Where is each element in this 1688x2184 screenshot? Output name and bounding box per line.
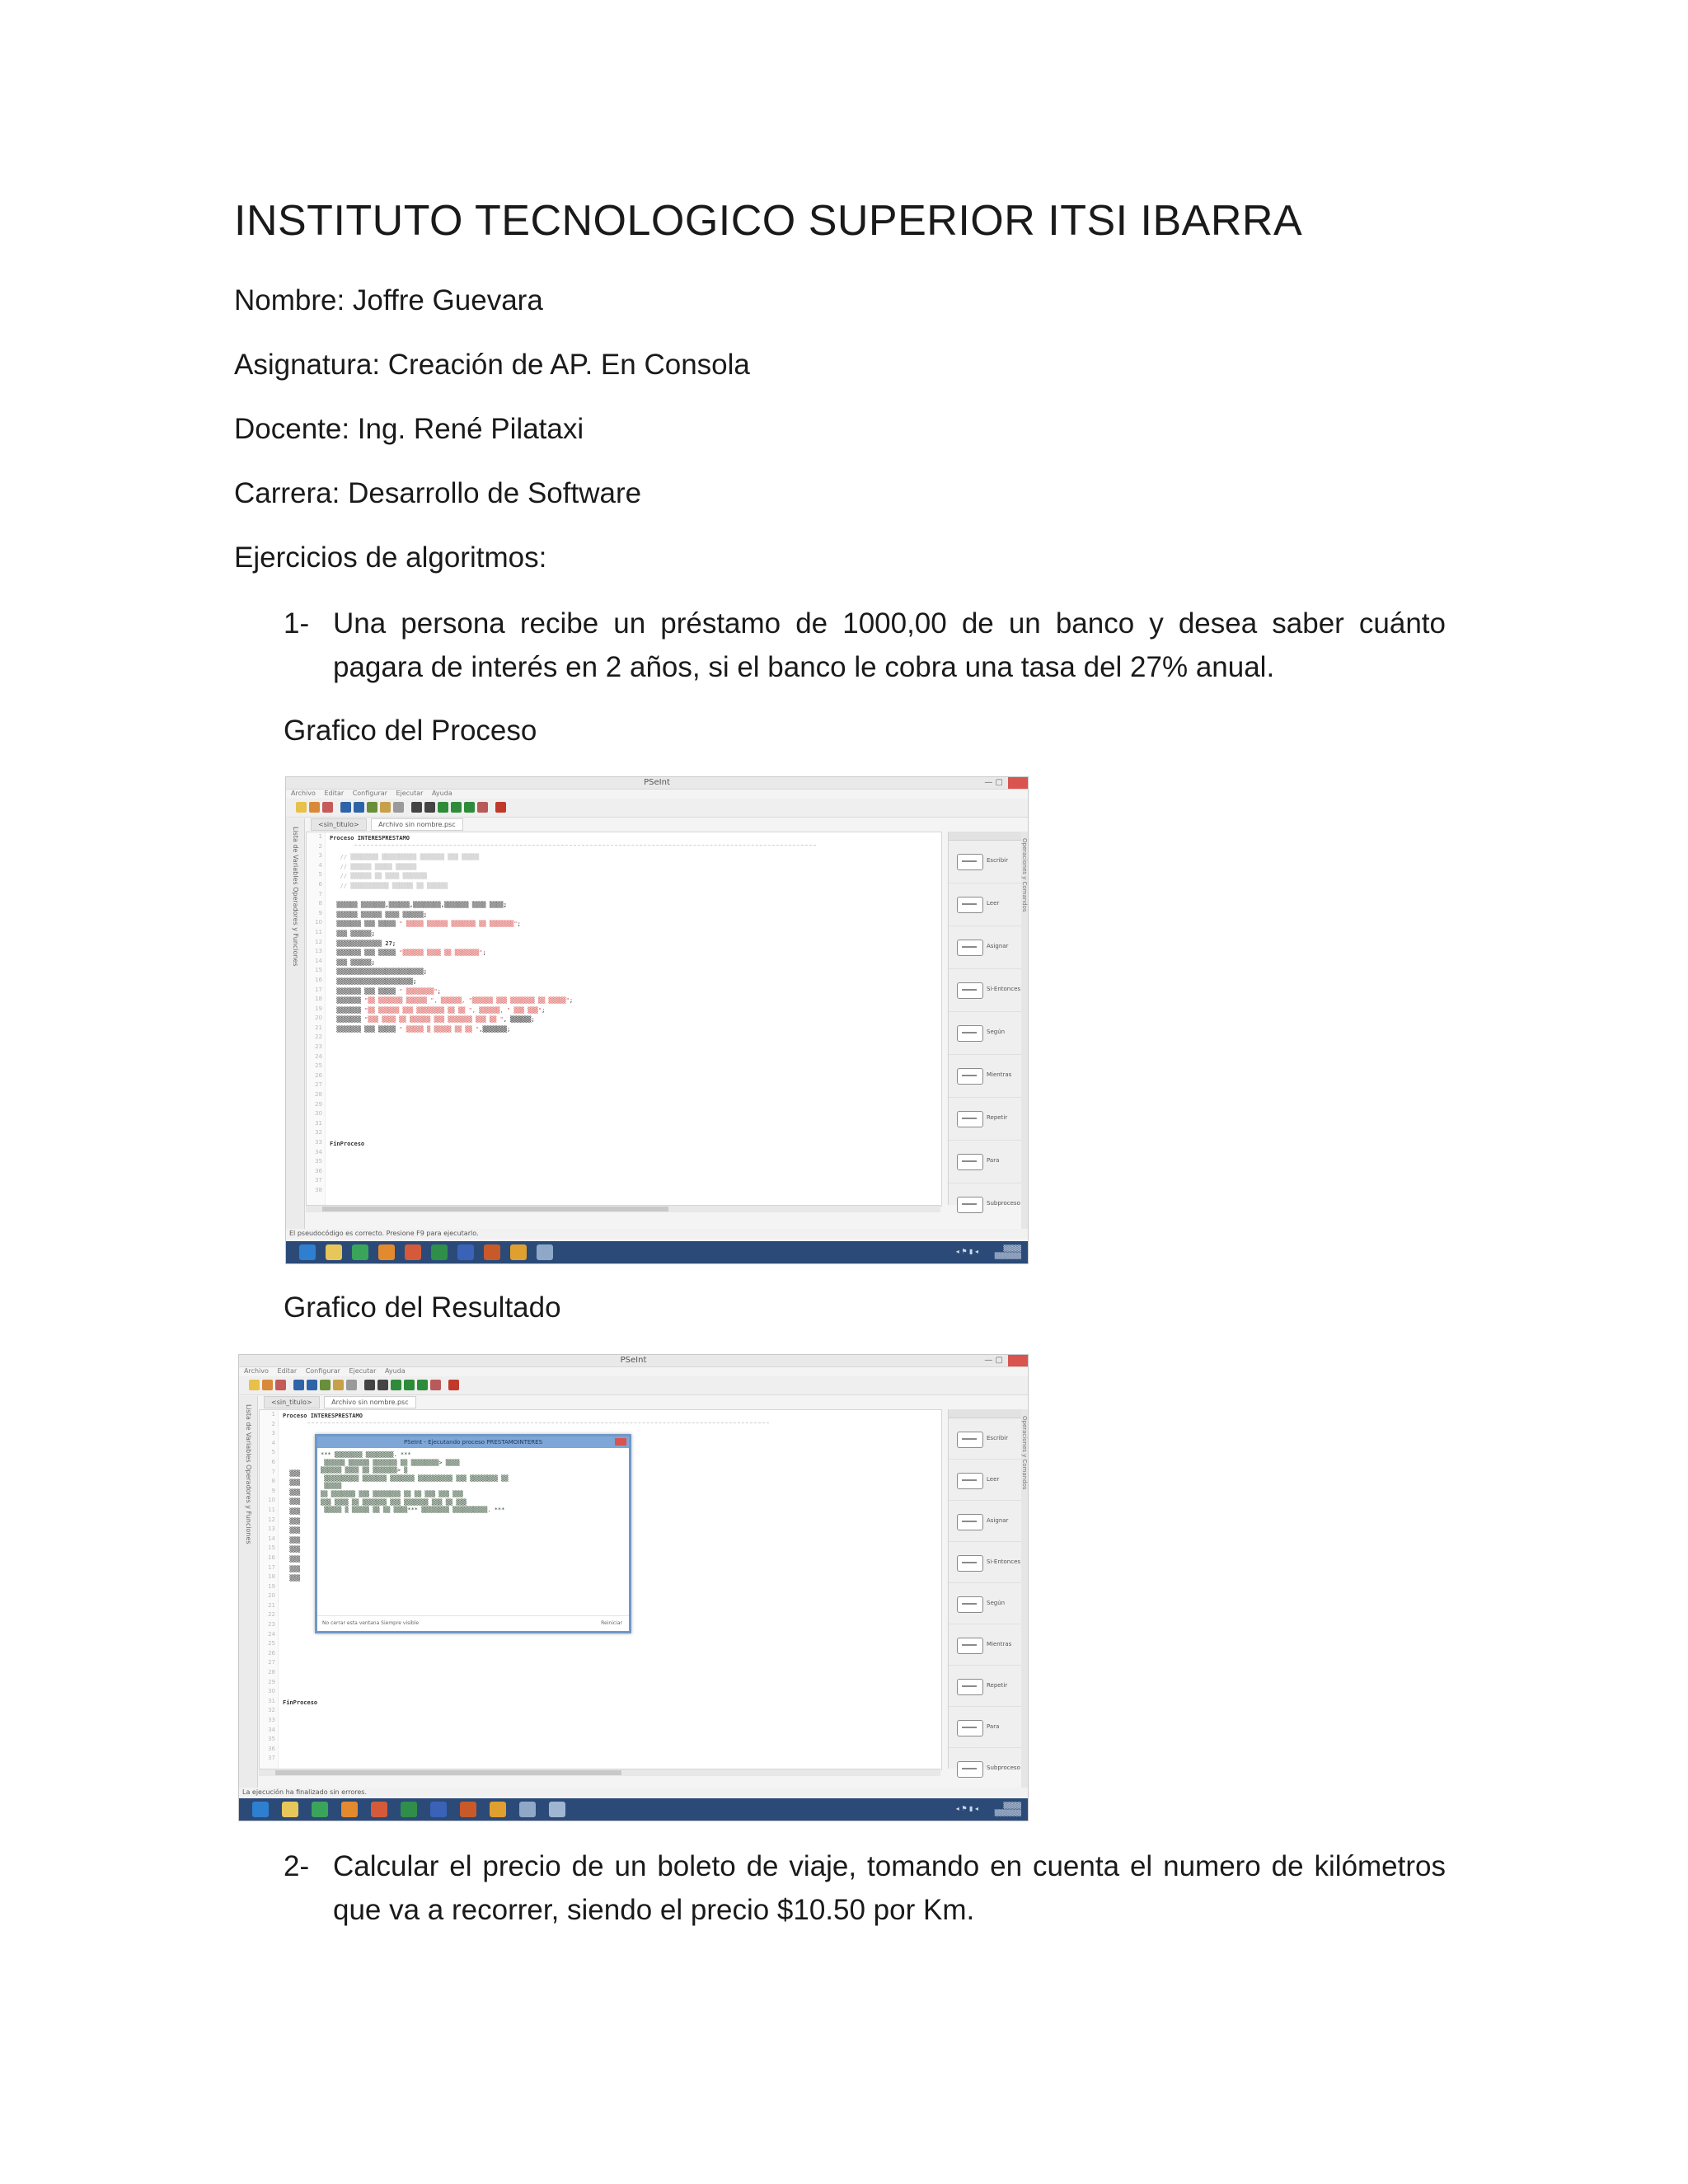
right-strip: Operaciones y Comandos (1021, 1409, 1028, 1788)
teacher: Docente: Ing. René Pilataxi (234, 413, 584, 445)
command-icon (957, 854, 983, 870)
dialog-titlebar (317, 1436, 629, 1448)
tab-bar (264, 1396, 419, 1408)
exercises-heading: Ejercicios de algoritmos: (234, 541, 547, 574)
powerpoint-icon[interactable] (405, 1244, 421, 1260)
console-line: ▒▒▒ ▒▒▒▒ ▒▒ ▒▒▒▒▒▒▒ ▒▒▒ ▒▒▒▒▒▒▒ ▒▒▒ ▒▒ ▒▒▒ (321, 1498, 467, 1506)
menu-editar[interactable]: Editar (324, 790, 345, 797)
caption-result: Grafico del Resultado (284, 1291, 561, 1324)
code-line (330, 892, 938, 902)
command-icon (957, 1111, 983, 1127)
command-segun[interactable]: Según (949, 1583, 1021, 1624)
tab-untitled[interactable]: <sin_titulo> (264, 1396, 320, 1408)
execution-dialog (315, 1434, 631, 1633)
search-icon[interactable] (411, 802, 422, 813)
menu-bar (239, 1366, 1028, 1376)
code-line (283, 1641, 938, 1651)
close-icon[interactable] (615, 1438, 626, 1446)
indent-icon[interactable] (424, 802, 435, 813)
ie-icon[interactable] (252, 1802, 269, 1817)
code-line: ▒▒▒ (283, 1479, 301, 1487)
run-icon[interactable] (404, 1380, 415, 1390)
code-line: ▒▒▒▒▒▒▒ ▒▒▒ ▒▒▒▒▒ " ▒▒▒▒▒ ▒▒▒▒▒▒ ▒▒▒▒▒▒▒ ▒▒ ▒▒▒▒▒▒▒"; (330, 921, 521, 928)
code-line (330, 1073, 938, 1083)
command-repetir[interactable]: Repetir (949, 1098, 1021, 1141)
menu-ejecutar[interactable]: Ejecutar (349, 1367, 377, 1375)
code-line (330, 844, 938, 854)
close-icon[interactable] (1008, 777, 1028, 789)
command-repetir[interactable]: Repetir (949, 1666, 1021, 1707)
console-window-icon[interactable] (549, 1802, 565, 1817)
save-icon[interactable] (322, 802, 333, 813)
tab-bar (311, 818, 466, 830)
code-line: ▒▒▒ (283, 1527, 301, 1535)
code-line: ▒▒▒ (283, 1555, 301, 1563)
console-output (321, 1451, 626, 1615)
dialog-footer (317, 1615, 629, 1631)
menu-archivo[interactable]: Archivo (244, 1367, 269, 1375)
excel-icon[interactable] (401, 1802, 417, 1817)
dialog-title: PSeInt - Ejecutando proceso PRESTAMOINTERES (403, 1439, 543, 1446)
scroll-thumb[interactable] (322, 1207, 668, 1212)
command-para[interactable]: Para (949, 1141, 1021, 1183)
command-icon (957, 982, 983, 999)
step-icon[interactable] (417, 1380, 428, 1390)
code-line: Proceso INTERESPRESTAMO (330, 835, 410, 841)
code-line: ▒▒▒▒▒▒▒▒▒▒▒▒▒▒▒▒▒▒▒▒▒▒; (330, 977, 417, 985)
open-file-icon[interactable] (262, 1380, 273, 1390)
code-line (283, 1689, 938, 1699)
code-line (330, 1063, 938, 1073)
menu-configurar[interactable]: Configurar (352, 790, 387, 797)
command-icon (957, 1025, 983, 1042)
system-tray[interactable]: ◂ ⚑ ▮ ◂ (955, 1248, 978, 1255)
copy-icon[interactable] (380, 802, 391, 813)
screenshot-result (238, 1354, 1029, 1821)
toolbar (239, 1376, 1028, 1395)
save-icon[interactable] (275, 1380, 286, 1390)
media-icon[interactable] (484, 1244, 500, 1260)
system-tray[interactable]: ◂ ⚑ ▮ ◂ (955, 1805, 978, 1812)
clock: ▒▒▒▒ ▒▒▒▒▒▒ (994, 1802, 1021, 1816)
tab-untitled[interactable]: <sin_titulo> (311, 818, 367, 831)
code-line: FinProceso (330, 1141, 365, 1147)
left-panel (286, 818, 305, 1230)
redo-icon[interactable] (354, 802, 364, 813)
flowchart-icon[interactable] (430, 1380, 441, 1390)
console-line: ▒▒ ▒▒▒▒▒▒▒ ▒▒▒ ▒▒▒▒▒▒▒▒ ▒▒ ▒▒ ▒▒▒ ▒▒▒ ▒▒▒ (321, 1490, 463, 1497)
code-line: ▒▒▒ (283, 1469, 301, 1477)
ie-icon[interactable] (299, 1244, 316, 1260)
close-icon[interactable] (1008, 1355, 1028, 1366)
check-icon[interactable] (391, 1380, 401, 1390)
horizontal-scrollbar[interactable] (259, 1769, 940, 1776)
code-line: // ▒▒▒▒▒▒ ▒▒ ▒▒▒▒ ▒▒▒▒▒▒▒ (330, 873, 428, 880)
command-icon (957, 1596, 983, 1613)
code-line (283, 1651, 938, 1661)
menu-ayuda[interactable]: Ayuda (385, 1367, 406, 1375)
left-panel-label: Lista de Variables Operadores y Funciones (292, 827, 299, 967)
code-line (330, 1034, 938, 1044)
media-icon[interactable] (460, 1802, 476, 1817)
step-icon[interactable] (464, 802, 475, 813)
code-line: ▒▒▒ (283, 1565, 301, 1572)
vlc-icon[interactable] (490, 1802, 506, 1817)
code-line (330, 1111, 938, 1121)
command-escribir[interactable]: Escribir (949, 841, 1021, 883)
firefox-icon[interactable] (341, 1802, 358, 1817)
copy-icon[interactable] (333, 1380, 344, 1390)
open-file-icon[interactable] (309, 802, 320, 813)
help-icon[interactable] (495, 802, 506, 813)
undo-icon[interactable] (293, 1380, 304, 1390)
exercise-number: 1- (284, 607, 310, 640)
console-line: *** ▒▒▒▒▒▒▒▒ ▒▒▒▒▒▒▒▒. *** (321, 1451, 411, 1458)
screenshot-process (285, 776, 1029, 1264)
code-line: // ▒▒▒▒▒▒▒▒▒▒▒ ▒▒▒▒▒▒ ▒▒ ▒▒▒▒▒▒ (330, 882, 448, 889)
restart-button[interactable]: Reiniciar (601, 1620, 622, 1626)
code-line: ▒▒▒▒▒▒▒ ▒▒▒ ▒▒▒▒▒ "▒▒▒▒▒▒ ▒▒▒▒ ▒▒ ▒▒▒▒▒▒▒"; (330, 949, 486, 957)
code-line: ▒▒▒▒▒▒▒▒▒▒▒▒▒▒▒▒▒▒▒▒▒▒▒▒▒; (330, 968, 428, 976)
vlc-icon[interactable] (510, 1244, 527, 1260)
command-icon (957, 1720, 983, 1736)
scroll-thumb[interactable] (275, 1770, 621, 1775)
new-file-icon[interactable] (249, 1380, 260, 1390)
command-leer[interactable]: Leer (949, 1460, 1021, 1501)
horizontal-scrollbar[interactable] (306, 1205, 940, 1212)
command-icon (957, 1555, 983, 1572)
word-icon[interactable] (457, 1244, 474, 1260)
pseint-icon[interactable] (537, 1244, 553, 1260)
indent-icon[interactable] (377, 1380, 388, 1390)
powerpoint-icon[interactable] (371, 1802, 387, 1817)
command-si[interactable]: Si-Entonces (949, 1542, 1021, 1583)
dialog-options[interactable]: No cerrar esta ventana Siempre visible (322, 1620, 420, 1626)
code-line: ▒▒▒ ▒▒▒▒▒▒; (330, 930, 375, 937)
code-line: ▒▒▒ (283, 1507, 301, 1515)
exercise-number: 2- (284, 1850, 310, 1882)
code-line: ▒▒▒ (283, 1575, 301, 1582)
menu-editar[interactable]: Editar (277, 1367, 298, 1375)
console-line: ▒▒▒▒▒▒▒▒▒▒ ▒▒▒▒▒▒▒ ▒▒▒▒▒▒▒ ▒▒▒▒▒▒▒▒▒▒ ▒▒▒ ▒▒▒▒▒▒▒▒ ▒▒ (321, 1474, 509, 1482)
right-strip: Operaciones y Comandos (1021, 832, 1028, 1230)
code-line: ▒▒▒ (283, 1488, 301, 1496)
code-line: ▒▒▒▒▒▒ ▒▒▒▒▒▒▒,▒▒▒▒▒▒,▒▒▒▒▒▒▒▒,▒▒▒▒▒▒▒ ▒▒▒▒ ▒▒▒▒; (330, 902, 507, 909)
command-subproceso[interactable]: Subproceso (949, 1748, 1021, 1779)
console-line: ▒▒▒▒▒▒ ▒▒▒▒▒▒ ▒▒▒▒▒▒▒ ▒▒ ▒▒▒▒▒▒▒▒> ▒▒▒▒ (321, 1459, 460, 1466)
new-file-icon[interactable] (296, 802, 307, 813)
command-segun[interactable]: Según (949, 1012, 1021, 1055)
exercise-2 (284, 1844, 1446, 1932)
code-line: // ▒▒▒▒▒▒▒▒ ▒▒▒▒▒▒▒▒▒▒ ▒▒▒▒▒▒▒ ▒▒▒ ▒▒▒▒▒ (330, 854, 480, 861)
command-icon (957, 1679, 983, 1695)
code-line: ▒▒▒ (283, 1546, 301, 1554)
code-editor[interactable] (306, 832, 942, 1207)
word-icon[interactable] (430, 1802, 447, 1817)
code-line: ▒▒▒ (283, 1517, 301, 1525)
code-line: Proceso INTERESPRESTAMO (283, 1413, 363, 1419)
command-icon (957, 1432, 983, 1448)
command-escribir[interactable]: Escribir (949, 1418, 1021, 1460)
code-line: ▒▒▒▒▒▒ ▒▒▒▒▒▒ ▒▒▒▒ ▒▒▒▒▒▒; (330, 911, 428, 918)
code-line: ▒▒▒▒▒▒▒ "▒▒ ▒▒▒▒▒▒ ▒▒▒ ▒▒▒▒▒▒▒▒ ▒▒ ▒▒ ", ▒▒▒▒▒▒, " ▒▒▒ ▒▒▒"; (330, 1006, 546, 1014)
window-controls[interactable]: — ▢ (984, 1356, 1003, 1365)
paste-icon[interactable] (346, 1380, 357, 1390)
taskbar (286, 1241, 1028, 1263)
code-line: // ▒▒▒▒▒▒ ▒▒▒▒▒ ▒▒▒▒▒▒ (330, 863, 417, 870)
check-icon[interactable] (438, 802, 448, 813)
console-line: ▒▒▒▒▒ (321, 1483, 342, 1490)
panel-header (949, 832, 1021, 841)
firefox-icon[interactable] (378, 1244, 395, 1260)
code-line (283, 1422, 938, 1432)
folder-icon[interactable] (326, 1244, 342, 1260)
command-icon (957, 1197, 983, 1213)
command-icon (957, 1638, 983, 1654)
code-line (330, 1092, 938, 1102)
taskbar (239, 1798, 1028, 1821)
command-icon (957, 1761, 983, 1778)
document-title: INSTITUTO TECNOLOGICO SUPERIOR ITSI IBARRA (234, 197, 1303, 245)
paste-icon[interactable] (393, 802, 404, 813)
menu-archivo[interactable]: Archivo (291, 790, 316, 797)
console-line: ▒▒▒▒▒▒ ▒▒▒▒ ▒▒ ▒▒▒▒▒▒▒> ▒ (321, 1467, 408, 1474)
menu-configurar[interactable]: Configurar (305, 1367, 340, 1375)
code-line (283, 1680, 938, 1690)
career: Carrera: Desarrollo de Software (234, 477, 642, 509)
chrome-icon[interactable] (352, 1244, 368, 1260)
menu-ayuda[interactable]: Ayuda (432, 790, 452, 797)
code-line: ▒▒▒ (283, 1498, 301, 1506)
status-bar: La ejecución ha finalizado sin errores. (239, 1788, 1028, 1797)
tab-file[interactable]: Archivo sin nombre.psc (324, 1396, 416, 1408)
tab-file[interactable]: Archivo sin nombre.psc (371, 818, 463, 831)
window-title: PSeInt (644, 778, 670, 787)
command-icon (957, 1068, 983, 1085)
command-mientras[interactable]: Mientras (949, 1624, 1021, 1666)
status-bar: El pseudocódigo es correcto. Presione F9 para ejecutarlo. (286, 1229, 1028, 1239)
window-controls[interactable]: — ▢ (984, 778, 1003, 787)
console-line: ▒▒▒▒▒ ▒ ▒▒▒▒▒ ▒▒ ▒▒ ▒▒▒▒*** ▒▒▒▒▒▒▒▒ ▒▒▒▒▒▒▒▒▒▒. *** (321, 1507, 505, 1514)
code-line: ▒▒▒▒▒▒▒ ▒▒▒ ▒▒▒▒▒ " ▒▒▒▒▒ ▒ ▒▒▒▒▒ ▒▒ ▒▒ ",▒▒▒▒▒▒▒; (330, 1025, 511, 1033)
command-icon (957, 940, 983, 956)
code-line: ▒▒▒ ▒▒▒▒▒▒; (330, 958, 375, 966)
command-asignar[interactable]: Asignar (949, 1501, 1021, 1542)
exercise-text: Calcular el precio de un boleto de viaje, tomando en cuenta el numero de kilómetros que va a recorrer, siendo el precio $10.50 por Km. (333, 1850, 1446, 1926)
code-line (283, 1670, 938, 1680)
command-icon (957, 1514, 983, 1530)
window-titlebar (286, 777, 1028, 790)
chrome-icon[interactable] (312, 1802, 328, 1817)
line-gutter: 1 2 3 4 5 6 7 8 9 10 11 12 13 14 15 16 17 18 19 20 21 22 23 24 25 26 27 28 29 30 31 32 33 34 35 36 37 38 (307, 832, 326, 1206)
command-asignar[interactable]: Asignar (949, 926, 1021, 969)
code-line: ▒▒▒▒▒▒▒▒▒▒▒▒▒ 27; (330, 940, 396, 947)
code-line: ▒▒▒▒▒▒▒ "▒▒▒ ▒▒▒▒ ▒▒ ▒▒▒▒▒▒ ▒▒▒ ▒▒▒▒▒▒▒ ▒▒▒ ▒▒ ", ▒▒▒▒▒▒; (330, 1016, 535, 1024)
code-line (330, 1130, 938, 1140)
window-title: PSeInt (620, 1356, 647, 1365)
menu-ejecutar[interactable]: Ejecutar (396, 790, 424, 797)
left-panel-label: Lista de Variables Operadores y Funciones (245, 1404, 252, 1544)
student-name: Nombre: Joffre Guevara (234, 284, 543, 316)
code-line (283, 1660, 938, 1670)
folder-icon[interactable] (282, 1802, 298, 1817)
command-icon (957, 897, 983, 913)
code-content (330, 834, 938, 1150)
cut-icon[interactable] (367, 802, 377, 813)
command-subproceso[interactable]: Subproceso (949, 1183, 1021, 1226)
toolbar (286, 799, 1028, 818)
excel-icon[interactable] (431, 1244, 448, 1260)
code-line (330, 1102, 938, 1112)
code-line (330, 1054, 938, 1064)
caption-process: Grafico del Proceso (284, 715, 537, 747)
window-titlebar (239, 1355, 1028, 1367)
command-si[interactable]: Si-Entonces (949, 969, 1021, 1012)
command-icon (957, 1473, 983, 1489)
commands-panel (948, 832, 1021, 1205)
code-line: ▒▒▒▒▒▒▒ "▒▒ ▒▒▒▒▒▒▒ ▒▒▒▒▒▒ ", ▒▒▒▒▒▒, "▒▒▒▒▒▒ ▒▒▒ ▒▒▒▒▒▒▒ ▒▒ ▒▒▒▒▒"; (330, 997, 574, 1005)
clock: ▒▒▒▒ ▒▒▒▒▒▒ (994, 1245, 1021, 1259)
help-icon[interactable] (448, 1380, 459, 1390)
command-icon (957, 1154, 983, 1170)
subject: Asignatura: Creación de AP. En Consola (234, 349, 750, 381)
pseint-icon[interactable] (519, 1802, 536, 1817)
line-gutter: 1 2 3 4 5 6 7 8 9 10 11 12 13 14 15 16 17 18 19 20 21 22 23 24 25 26 27 28 29 30 31 32 33 34 35 36 37 (260, 1410, 279, 1769)
run-icon[interactable] (451, 802, 462, 813)
menu-bar (286, 789, 1028, 799)
code-line: ▒▒▒▒▒▒▒ ▒▒▒ ▒▒▒▒▒ " ▒▒▒▒▒▒▒▒"; (330, 987, 441, 995)
code-line (330, 1121, 938, 1131)
undo-icon[interactable] (340, 802, 351, 813)
code-line: FinProceso (283, 1699, 318, 1706)
commands-panel (948, 1409, 1021, 1769)
panel-header (949, 1409, 1021, 1418)
command-mientras[interactable]: Mientras (949, 1055, 1021, 1098)
command-leer[interactable]: Leer (949, 883, 1021, 926)
exercise-1 (284, 602, 1446, 689)
redo-icon[interactable] (307, 1380, 317, 1390)
code-line (330, 1044, 938, 1054)
search-icon[interactable] (364, 1380, 375, 1390)
flowchart-icon[interactable] (477, 802, 488, 813)
code-line: ▒▒▒ (283, 1536, 301, 1544)
left-panel (239, 1396, 258, 1788)
exercise-text: Una persona recibe un préstamo de 1000,00 de un banco y desea saber cuánto pagara de interés en 2 años, si el banco le cobra una tasa del 27% anual. (333, 607, 1446, 683)
cut-icon[interactable] (320, 1380, 331, 1390)
command-para[interactable]: Para (949, 1707, 1021, 1748)
code-line (330, 1082, 938, 1092)
